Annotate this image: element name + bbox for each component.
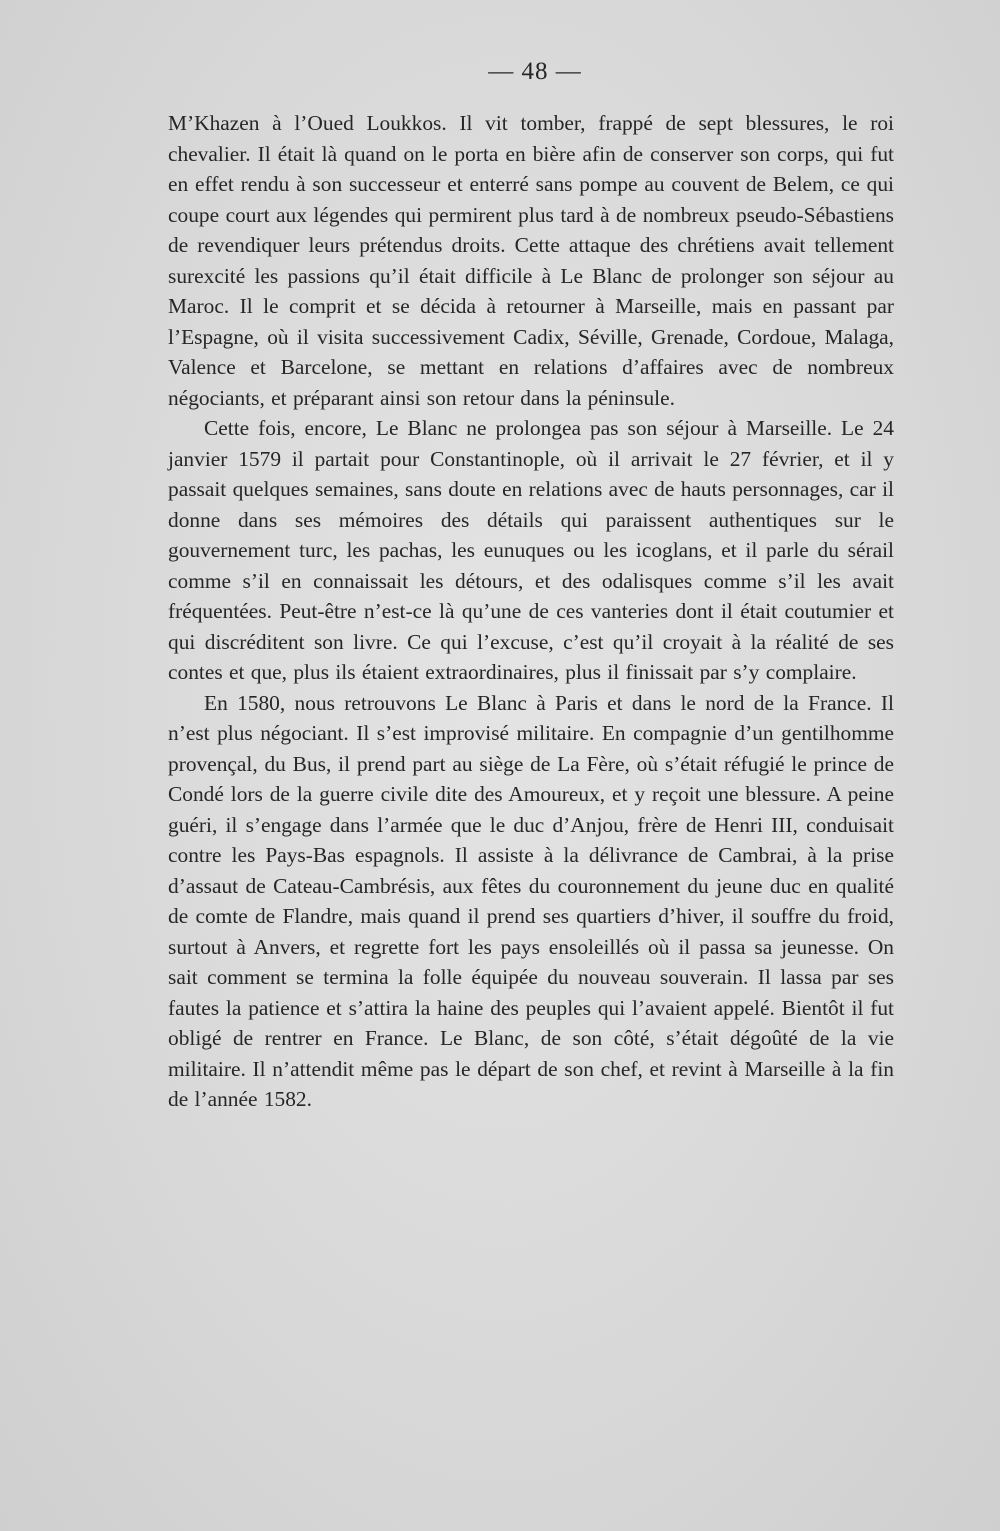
paragraph-3: En 1580, nous retrouvons Le Blanc à Paris et dans le nord de la France. Il n’est plus négociant. Il s’est improvisé militaire. En compagnie d’un gentilhomme provençal, du Bus, il prend part au siège de La Fère, où s’était réfugié le prince de Condé lors de la guerre civile dite des Amoureux, et y reçoit une blessure. A peine guéri, il s’engage dans l’armée que le duc d’Anjou, frère de Henri III, conduisait contre les Pays-Bas espagnols. Il assiste à la délivrance de Cambrai, à la prise d’assaut de Cateau-Cambrésis, aux fêtes du couronnement du jeune duc en qualité de comte de Flandre, mais quand il prend ses quartiers d’hiver, il souffre du froid, surtout à Anvers, et regrette fort les pays ensoleillés où il passa sa jeunesse. On sait comment se termina la folle équipée du nouveau souverain. Il lassa par ses fautes la patience et s’attira la haine des peuples qui l’avaient appelé. Bientôt il fut obligé de rentrer en France. Le Blanc, de son côté, s’était dégoûté de la vie militaire. Il n’attendit même pas le départ de son chef, et revint à Marseille à la fin de l’année 1582. — [168, 690, 894, 1111]
paragraph-1: M’Khazen à l’Oued Loukkos. Il vit tomber, frappé de sept blessures, le roi chevalier. Il était là quand on le porta en bière afin de conserver son corps, qui fut en effet rendu à son successeur et enterré sans pompe au couvent de Belem, ce qui coupe court aux légendes qui permirent plus tard à de nombreux pseudo-Sébastiens de revendiquer leurs prétendus droits. Cette attaque des chrétiens avait tellement surexcité les passions qu’il était difficile à Le Blanc de prolonger son séjour au Maroc. Il le comprit et se décida à retourner à Marseille, mais en passant par l’Espagne, où il visita successivement Cadix, Séville, Grenade, Cordoue, Malaga, Valence et Barcelone, se mettant en relations d’affaires avec de nombreux négociants, et préparant ainsi son retour dans la péninsule. — [168, 111, 894, 410]
page-number: — 48 — — [488, 58, 582, 85]
book-page — [168, 58, 894, 1115]
paragraph-2: Cette fois, encore, Le Blanc ne prolongea pas son séjour à Marseille. Le 24 janvier 1579 il partait pour Constantinople, où il arrivait le 27 février, et il y passait quelques semaines, sans doute en relations avec de hauts personnages, car il donne dans ses mémoires des détails qui paraissent authentiques sur le gouvernement turc, les pachas, les eunuques ou les icoglans, et il parle du sérail comme s’il en connaissait les détours, et des odalisques comme s’il les avait fréquentées. Peut-être n’est-ce là qu’une de ces vanteries dont il était coutumier et qui discréditent son livre. Ce qui l’excuse, c’est qu’il croyait à la réalité de ses contes et que, plus ils étaient extraordinaires, plus il finissait par s’y complaire. — [168, 416, 894, 684]
